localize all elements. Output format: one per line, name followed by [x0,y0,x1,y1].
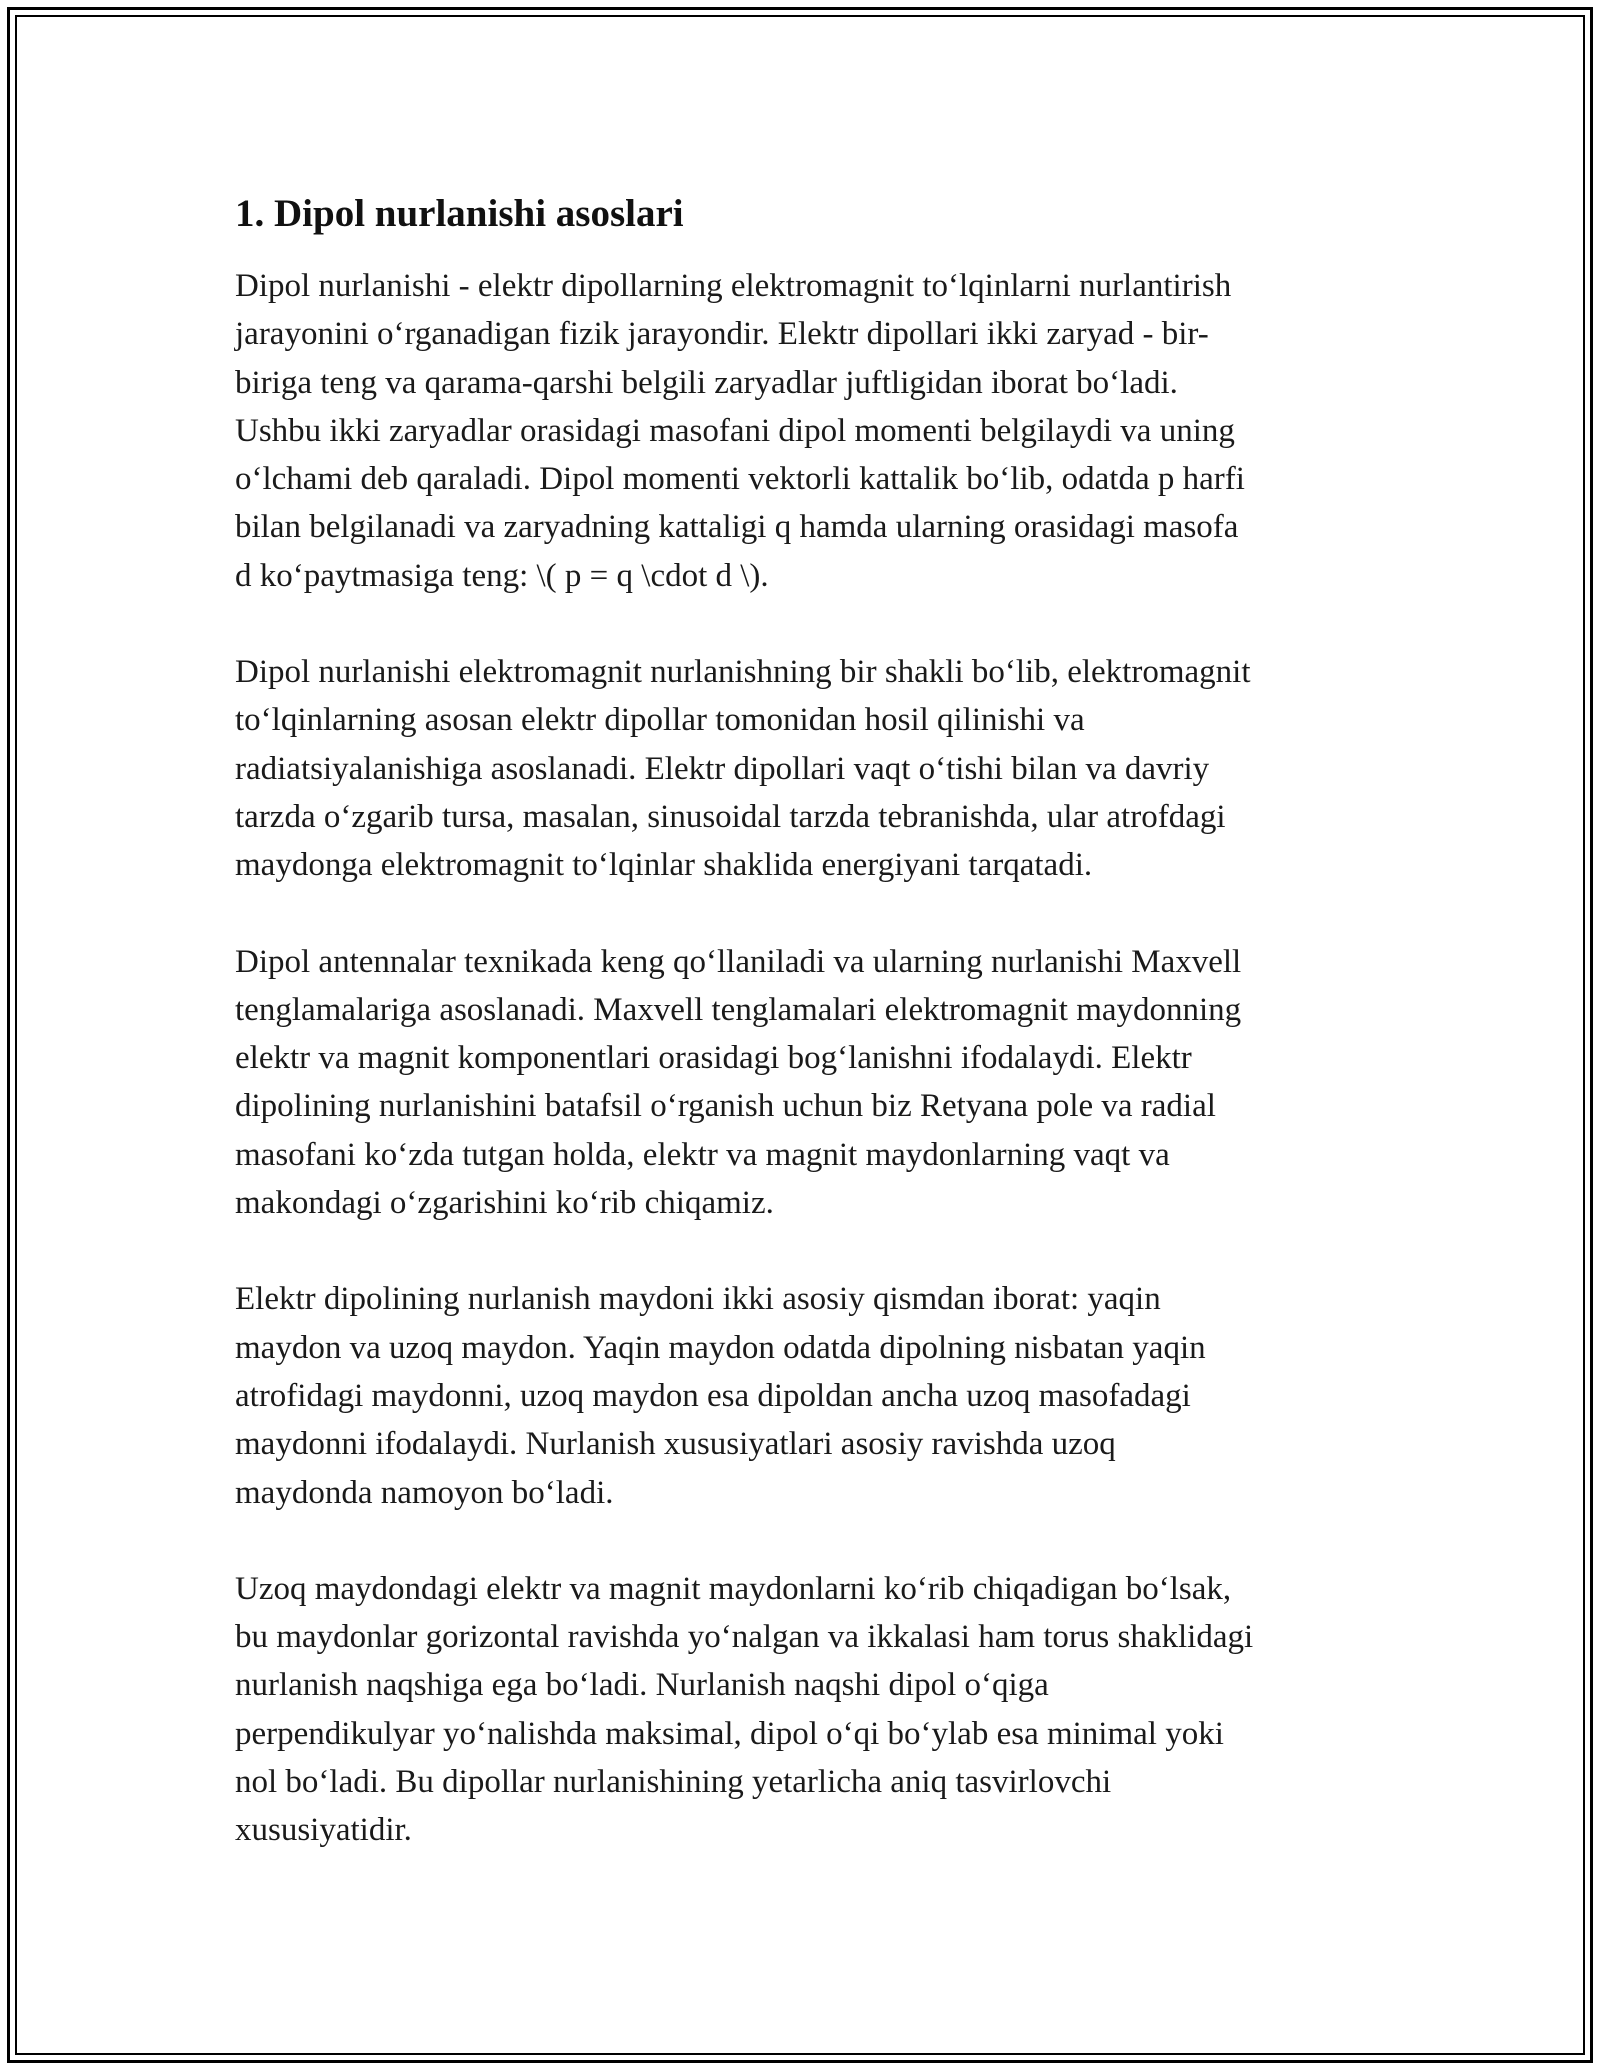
text-line: d ko‘paytmasiga teng: \( p = q \cdot d \). [235,557,769,594]
text-line: Elektr dipolining nurlanish maydoni ikki asosiy qismdan iborat: yaqin [235,1281,1161,1318]
paragraph-2 [235,648,1385,889]
paragraph-5 [235,1565,1385,1855]
text-line: bilan belgilanadi va zaryadning kattaligi q hamda ularning orasidagi masofa [235,509,1239,546]
text-line: masofani ko‘zda tutgan holda, elektr va magnit maydonlarning vaqt va [235,1136,1170,1173]
text-line: xususiyatidir. [235,1812,412,1849]
text-line: tenglamalariga asoslanadi. Maxvell tenglamalari elektromagnit maydonning [235,991,1242,1028]
paragraph-3 [235,938,1385,1228]
text-line: maydonda namoyon bo‘ladi. [235,1474,614,1511]
text-line: dipolining nurlanishini batafsil o‘rganish uchun biz Retyana pole va radial [235,1088,1216,1125]
text-line: elektr va magnit komponentlari orasidagi bog‘lanishni ifodalaydi. Elektr [235,1040,1192,1077]
text-line: Dipol nurlanishi - elektr dipollarning elektromagnit to‘lqinlarni nurlantirish [235,268,1232,304]
text-line: maydonni ifodalaydi. Nurlanish xususiyatlari asosiy ravishda uzoq [235,1426,1116,1463]
text-line: maydon va uzoq maydon. Yaqin maydon odatda dipolning nisbatan yaqin [235,1329,1206,1366]
text-line: o‘lchami deb qaraladi. Dipol momenti vektorli kattalik bo‘lib, odatda p harfi [235,461,1245,498]
text-line: to‘lqinlarning asosan elektr dipollar tomonidan hosil qilinishi va [235,702,1085,739]
text-line: biriga teng va qarama-qarshi belgili zaryadlar juftligidan iborat bo‘ladi. [235,364,1178,401]
paragraph-1 [235,262,1385,600]
text-line: Uzoq maydondagi elektr va magnit maydonlarni ko‘rib chiqadigan bo‘lsak, [235,1570,1232,1607]
text-line: perpendikulyar yo‘nalishda maksimal, dipol o‘qi bo‘ylab esa minimal yoki [235,1715,1224,1752]
text-line: nol bo‘ladi. Bu dipollar nurlanishining yetarlicha aniq tasvirlovchi [235,1764,1112,1801]
text-line: radiatsiyalanishiga asoslanadi. Elektr dipollari vaqt o‘tishi bilan va davriy [235,750,1210,787]
section-heading: 1. Dipol nurlanishi asoslari [235,192,684,235]
text-line: tarzda o‘zgarib tursa, masalan, sinusoidal tarzda tebranishda, ular atrofdagi [235,798,1226,835]
text-line: Dipol nurlanishi elektromagnit nurlanishning bir shakli bo‘lib, elektromagnit [235,654,1251,691]
text-line: Ushbu ikki zaryadlar orasidagi masofani dipol momenti belgilaydi va uning [235,412,1235,449]
text-line: bu maydonlar gorizontal ravishda yo‘nalgan va ikkalasi ham torus shaklidagi [235,1619,1254,1656]
paragraph-4 [235,1275,1385,1516]
text-line: jarayonini o‘rganadigan fizik jarayondir. Elektr dipollari ikki zaryad - bir- [235,316,1209,353]
text-line: makondagi o‘zgarishini ko‘rib chiqamiz. [235,1185,774,1222]
document-body [235,190,1385,1903]
text-line: atrofidagi maydonni, uzoq maydon esa dipoldan ancha uzoq masofadagi [235,1377,1191,1414]
text-line: Dipol antennalar texnikada keng qo‘llaniladi va ularning nurlanishi Maxvell [235,943,1242,980]
text-line: maydonga elektromagnit to‘lqinlar shaklida energiyani tarqatadi. [235,847,1093,884]
text-line: nurlanish naqshiga ega bo‘ladi. Nurlanish naqshi dipol o‘qiga [235,1667,1049,1704]
